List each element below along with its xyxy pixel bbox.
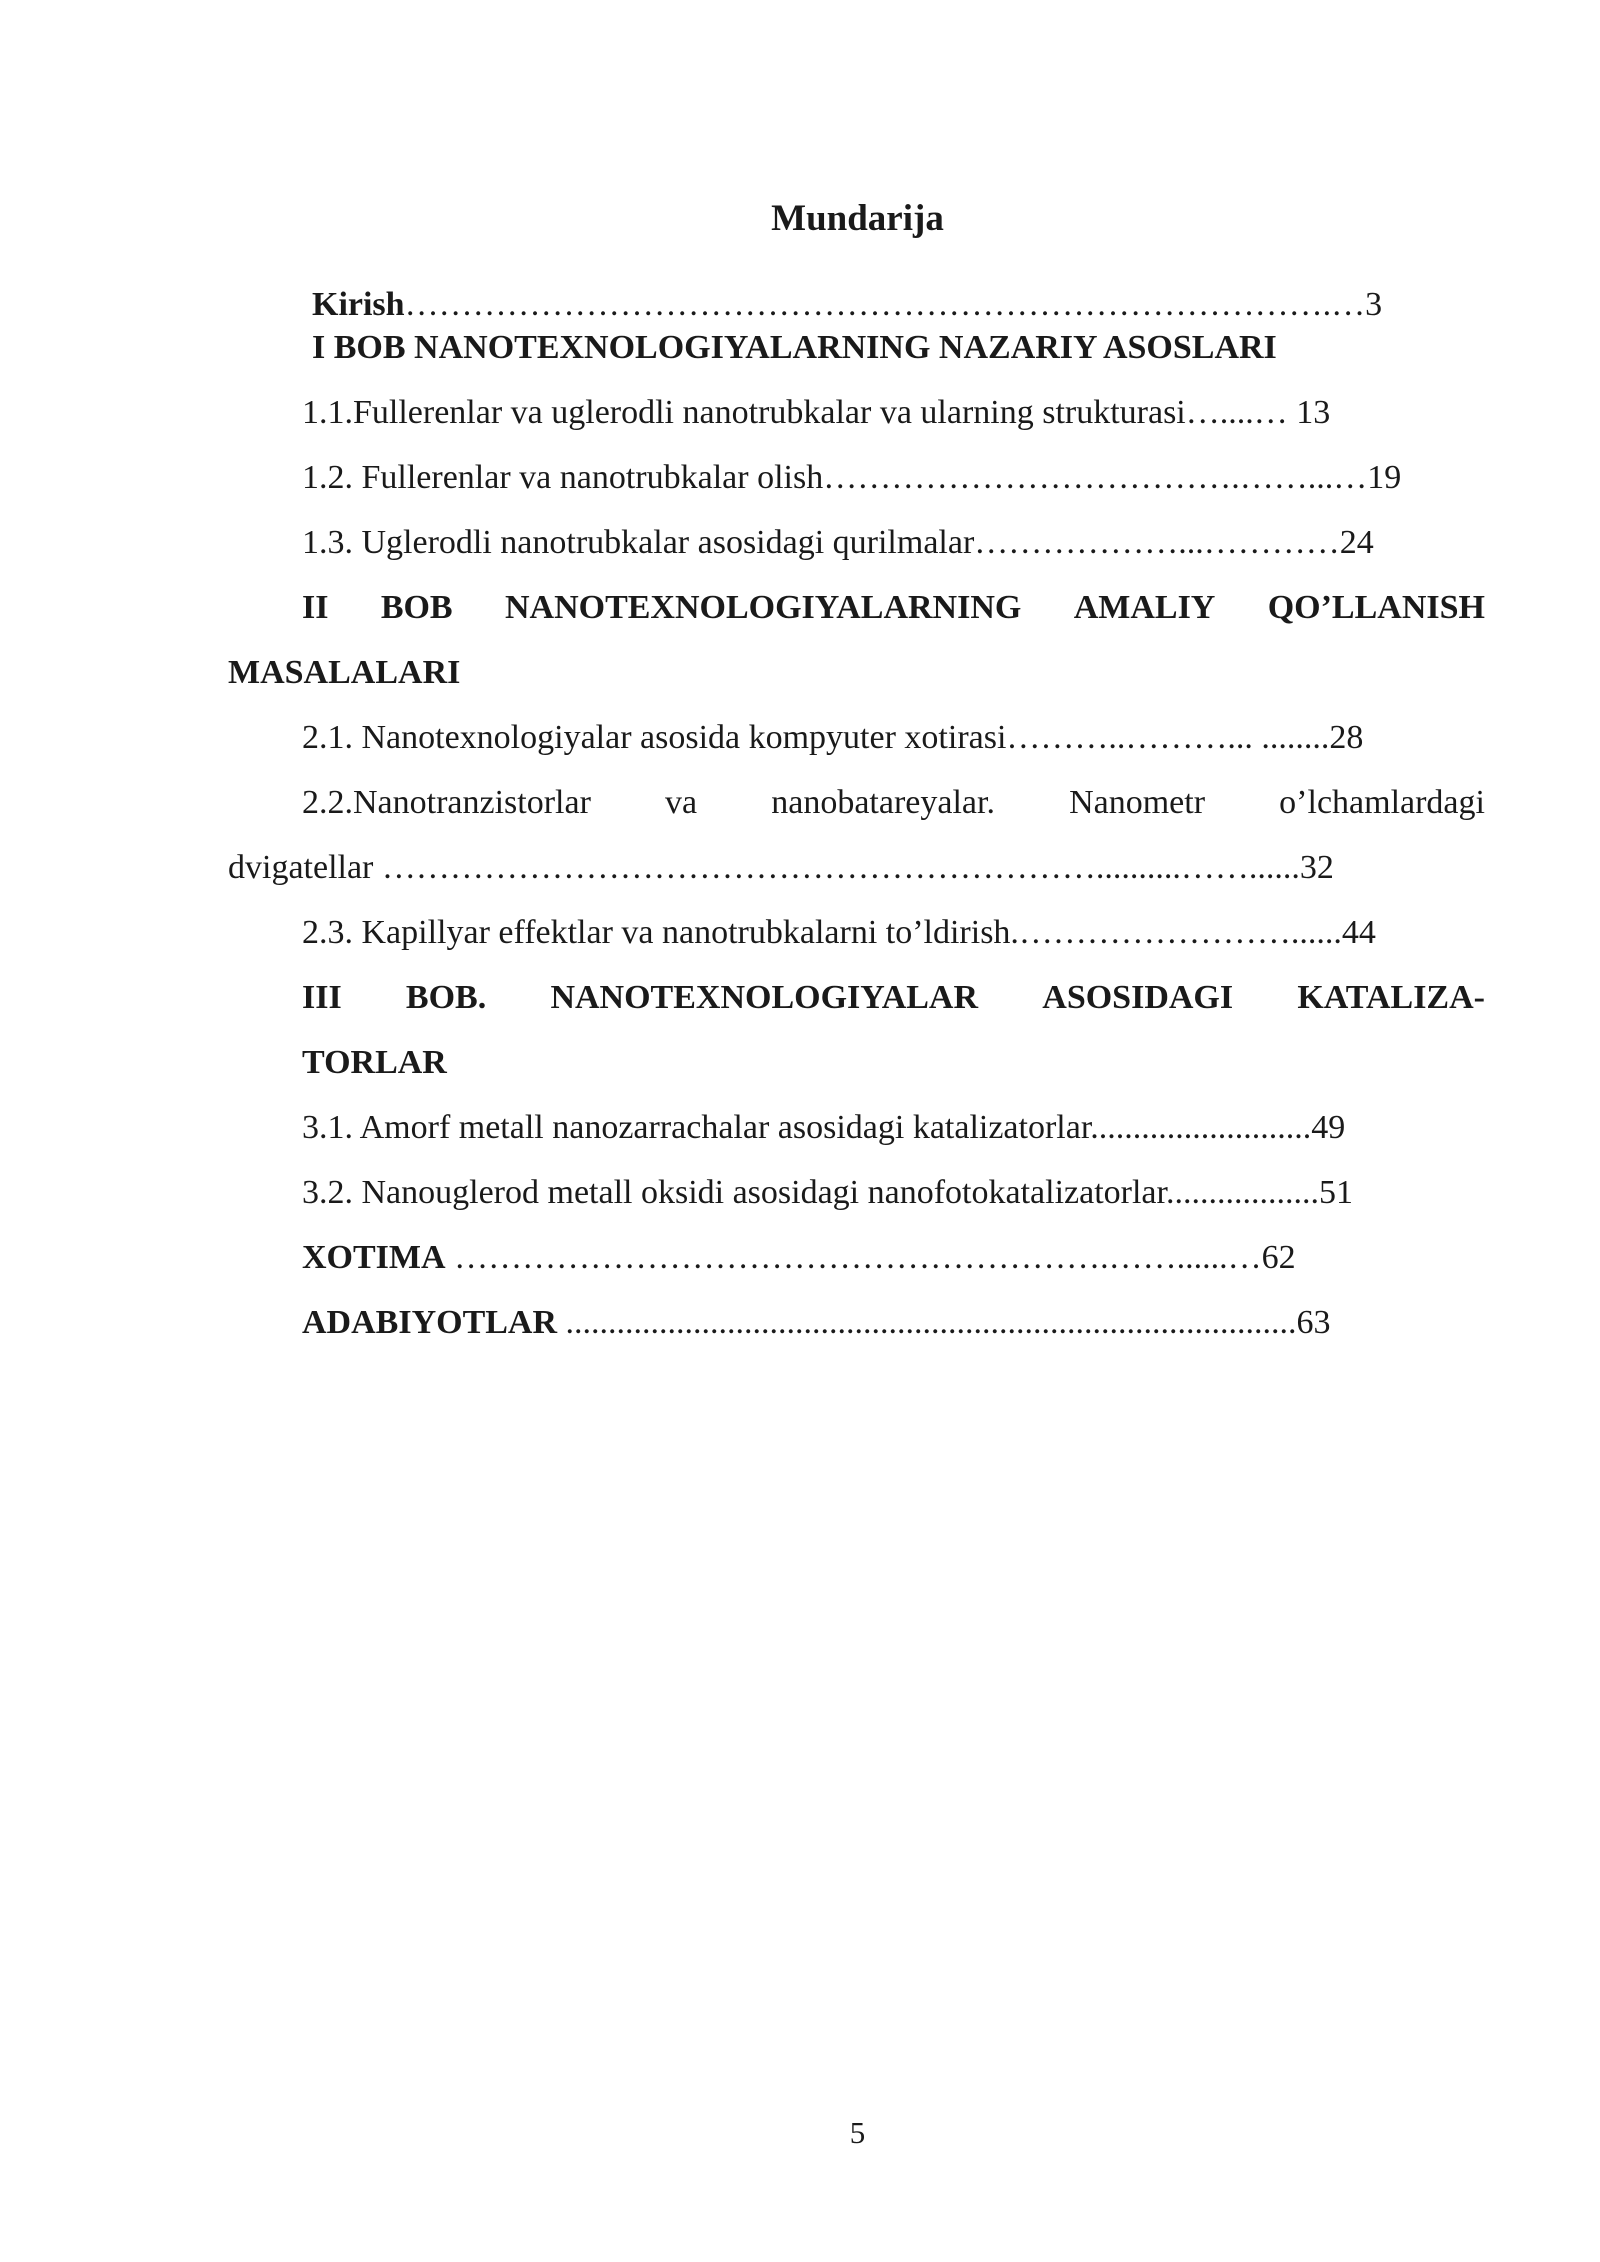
toc-entry-leader: ......................................................................................63 bbox=[557, 1304, 1331, 1341]
toc-entry-1-1: 1.1.Fullerenlar va uglerodli nanotrubkalar va ularning strukturasi…....… 13 bbox=[302, 394, 1331, 431]
toc-entry-2-2 bbox=[302, 778, 1485, 828]
toc-entry-leader: ……………………………………………………………………….…3 bbox=[404, 286, 1383, 323]
chapter-2-word: II bbox=[302, 589, 329, 626]
toc-entry-label: XOTIMA bbox=[302, 1239, 446, 1276]
entry-2-2-word: va bbox=[665, 784, 698, 821]
entry-2-2-word: 2.2.Nanotranzistorlar bbox=[302, 784, 591, 821]
toc-chapter-2-title bbox=[302, 583, 1485, 633]
toc-entry-2-2-cont: dvigatellar ………………………………………………………..........……......32 bbox=[228, 849, 1334, 886]
toc-chapter-3-title bbox=[302, 973, 1485, 1023]
page-number: 5 bbox=[849, 2115, 866, 2150]
page-title: Mundarija bbox=[771, 198, 944, 239]
entry-2-2-word: nanobatareyalar. bbox=[771, 784, 995, 821]
chapter-2-word: BOB bbox=[380, 589, 453, 626]
chapter-3-word: NANOTEXNOLOGIYALAR bbox=[550, 979, 979, 1016]
toc-chapter-2-title-cont: MASALALARI bbox=[228, 654, 461, 691]
toc-entry-3-2: 3.2. Nanouglerod metall oksidi asosidagi nanofotokatalizatorlar..................51 bbox=[302, 1174, 1353, 1211]
toc-entry-3-1: 3.1. Amorf metall nanozarrachalar asosidagi katalizatorlar..........................49 bbox=[302, 1109, 1346, 1146]
toc-entry-1-3: 1.3. Uglerodli nanotrubkalar asosidagi qurilmalar………………...…………24 bbox=[302, 524, 1374, 561]
chapter-3-word: BOB. bbox=[405, 979, 487, 1016]
entry-2-2-word: o’lchamlardagi bbox=[1279, 784, 1485, 821]
entry-2-2-word: Nanometr bbox=[1069, 784, 1206, 821]
chapter-3-word: ASOSIDAGI bbox=[1042, 979, 1234, 1016]
toc-entry-adabiyotlar bbox=[302, 1298, 1331, 1348]
toc-entry-2-3: 2.3. Kapillyar effektlar va nanotrubkalarni to’ldirish.……………………......44 bbox=[302, 914, 1376, 951]
toc-entry-1-2: 1.2. Fullerenlar va nanotrubkalar olish……………………………….……...…19 bbox=[302, 459, 1402, 496]
chapter-2-word: NANOTEXNOLOGIYALARNING bbox=[504, 589, 1022, 626]
toc-entry-leader: ………………………………………………….……......…62 bbox=[445, 1239, 1296, 1276]
toc-chapter-1-title: I BOB NANOTEXNOLOGIYALARNING NAZARIY ASOSLARI bbox=[312, 329, 1277, 366]
toc-chapter-3-title-cont: TORLAR bbox=[302, 1044, 447, 1081]
toc-entry-label: ADABIYOTLAR bbox=[302, 1304, 558, 1341]
toc-entry-2-1: 2.1. Nanotexnologiyalar asosida kompyuter xotirasi………..………... ........28 bbox=[302, 719, 1364, 756]
chapter-2-word: AMALIY bbox=[1073, 589, 1216, 626]
chapter-2-word: QO’LLANISH bbox=[1267, 589, 1485, 626]
chapter-3-word: KATALIZA- bbox=[1297, 979, 1485, 1016]
toc-entry-label: Kirish bbox=[312, 286, 405, 323]
chapter-3-word: III bbox=[302, 979, 342, 1016]
toc-entry-xotima bbox=[302, 1233, 1296, 1283]
